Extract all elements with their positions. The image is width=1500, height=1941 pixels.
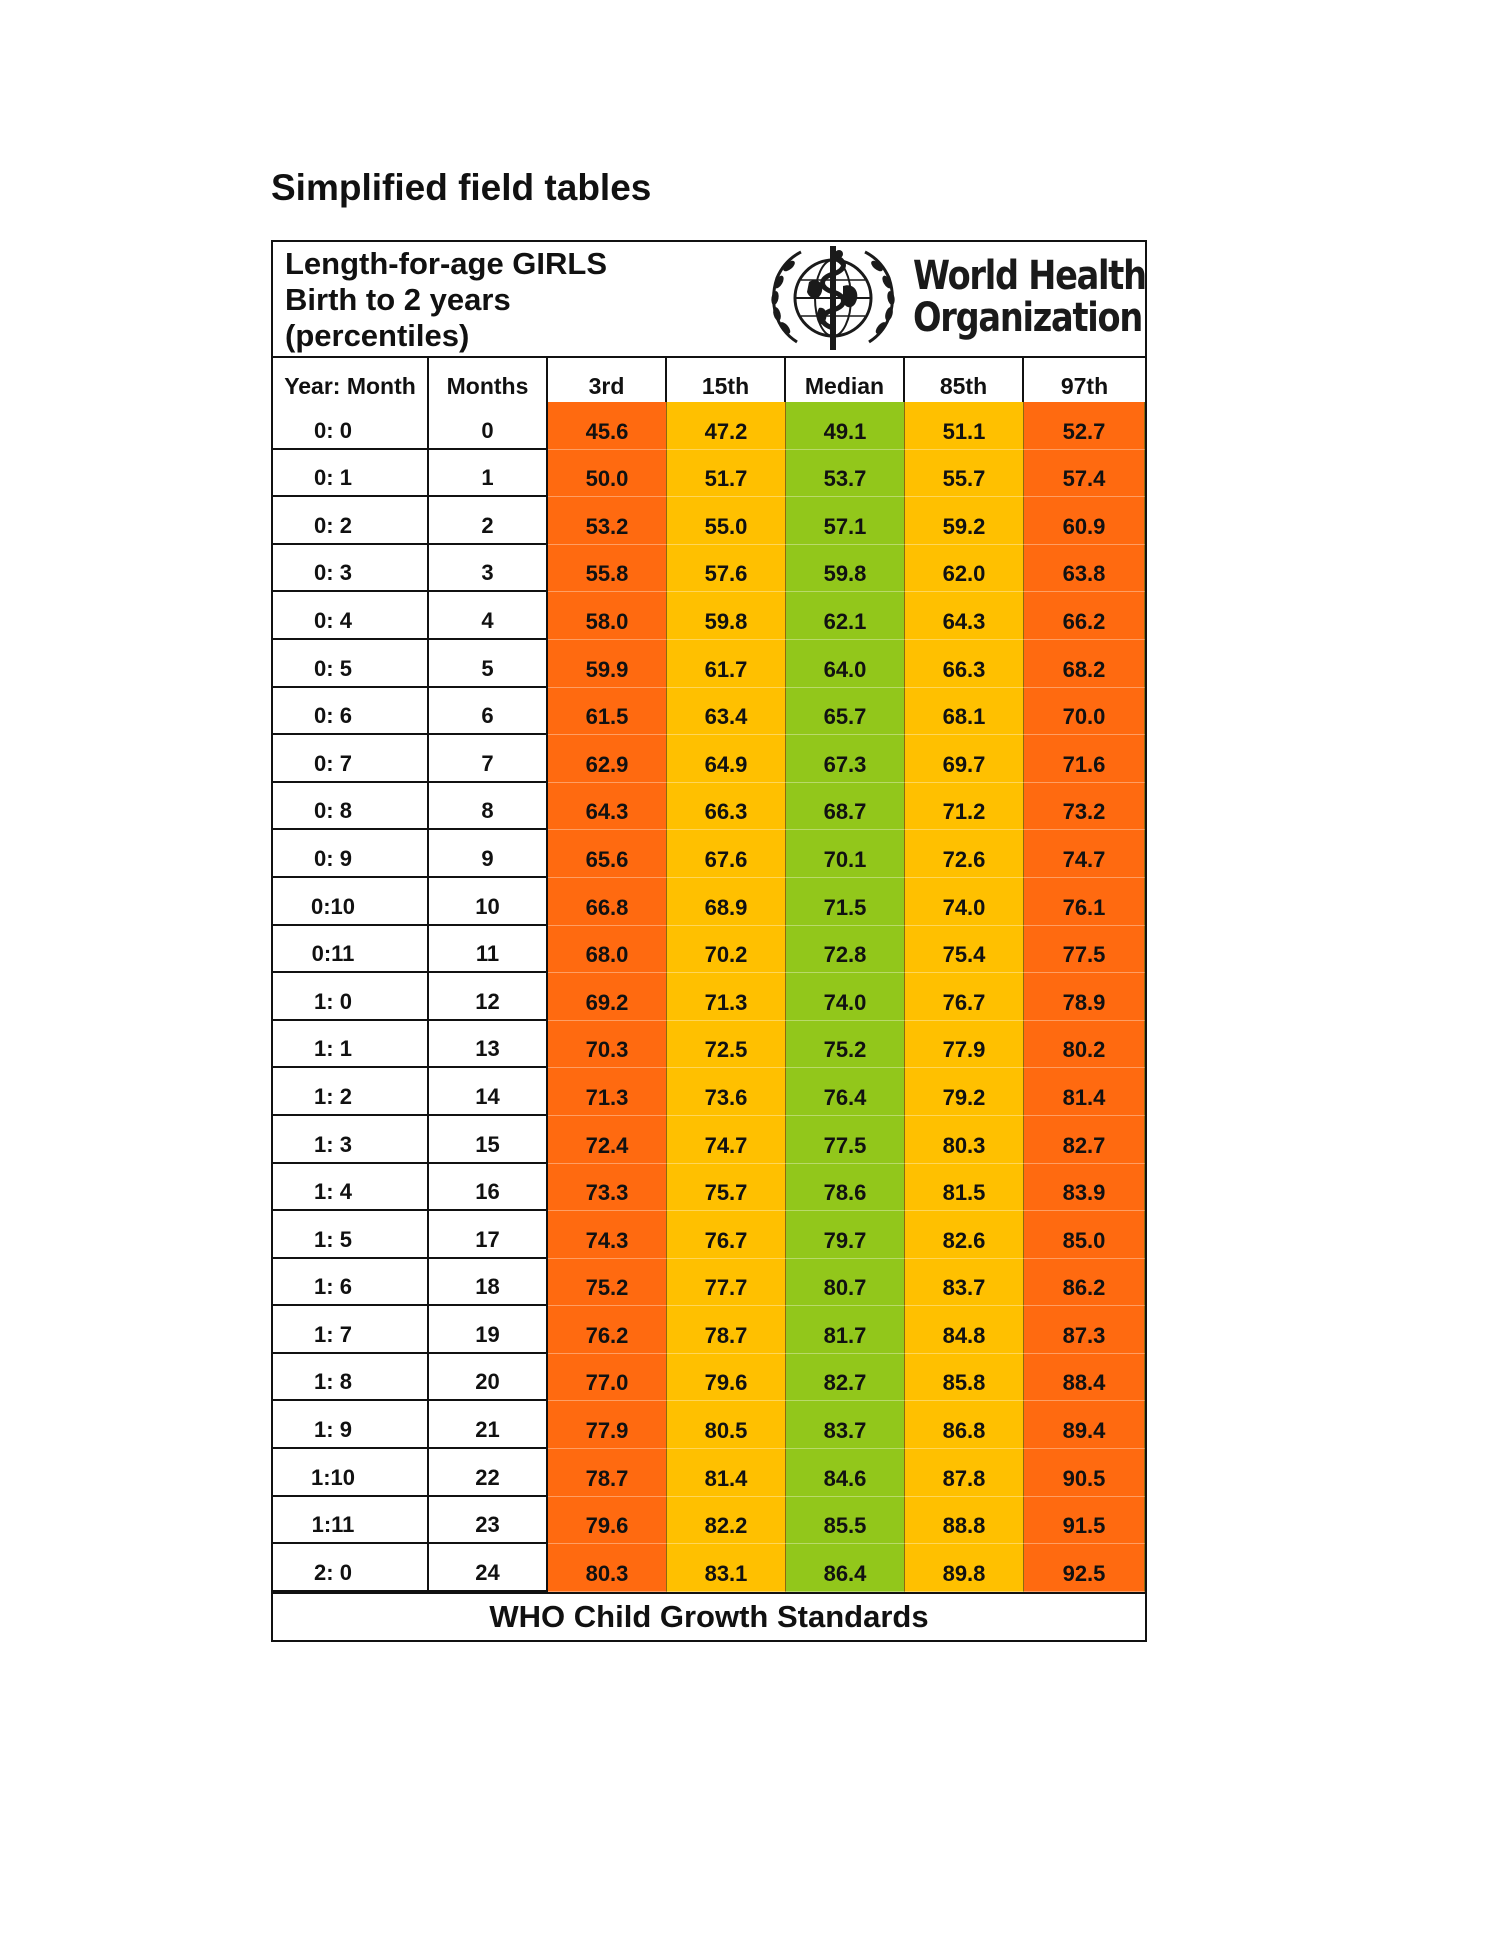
cell-p97: 66.2 — [1024, 592, 1145, 640]
cell-p15: 57.6 — [667, 545, 786, 593]
cell-p3: 64.3 — [548, 783, 667, 831]
table-row — [273, 1068, 1145, 1116]
cell-year-month: 0: 4 — [273, 592, 429, 640]
cell-p3: 53.2 — [548, 497, 667, 545]
cell-p15: 68.9 — [667, 878, 786, 926]
cell-p3: 59.9 — [548, 640, 667, 688]
column-header-median: Median — [786, 356, 905, 402]
cell-p97: 77.5 — [1024, 926, 1145, 974]
cell-year-month: 0: 1 — [273, 450, 429, 498]
table-row — [273, 688, 1145, 736]
cell-p97: 57.4 — [1024, 450, 1145, 498]
cell-p3: 71.3 — [548, 1068, 667, 1116]
table-row — [273, 1116, 1145, 1164]
cell-p97: 81.4 — [1024, 1068, 1145, 1116]
cell-year-month: 1:11 — [273, 1497, 429, 1545]
cell-p3: 45.6 — [548, 402, 667, 450]
data-rows — [273, 402, 1145, 1592]
table-title-line-1: Length-for-age GIRLS — [285, 246, 608, 281]
cell-p15: 67.6 — [667, 830, 786, 878]
cell-p3: 79.6 — [548, 1497, 667, 1545]
table-row — [273, 1449, 1145, 1497]
cell-median: 53.7 — [786, 450, 905, 498]
cell-median: 83.7 — [786, 1401, 905, 1449]
table-row — [273, 1021, 1145, 1069]
cell-p97: 60.9 — [1024, 497, 1145, 545]
cell-median: 68.7 — [786, 783, 905, 831]
cell-months: 9 — [429, 830, 548, 878]
cell-p85: 77.9 — [905, 1021, 1024, 1069]
cell-p85: 86.8 — [905, 1401, 1024, 1449]
table-row — [273, 973, 1145, 1021]
cell-p15: 61.7 — [667, 640, 786, 688]
cell-median: 62.1 — [786, 592, 905, 640]
cell-p15: 77.7 — [667, 1259, 786, 1307]
cell-p15: 83.1 — [667, 1544, 786, 1592]
cell-p85: 84.8 — [905, 1306, 1024, 1354]
cell-p85: 72.6 — [905, 830, 1024, 878]
cell-p85: 88.8 — [905, 1497, 1024, 1545]
cell-p3: 77.9 — [548, 1401, 667, 1449]
cell-months: 24 — [429, 1544, 548, 1592]
cell-months: 8 — [429, 783, 548, 831]
cell-p3: 50.0 — [548, 450, 667, 498]
cell-p3: 66.8 — [548, 878, 667, 926]
cell-p97: 86.2 — [1024, 1259, 1145, 1307]
cell-p97: 74.7 — [1024, 830, 1145, 878]
cell-p97: 91.5 — [1024, 1497, 1145, 1545]
cell-p15: 80.5 — [667, 1401, 786, 1449]
column-header-3rd: 3rd — [548, 356, 667, 402]
who-name-line-1: World Health — [913, 253, 1146, 299]
cell-year-month: 1: 0 — [273, 973, 429, 1021]
cell-year-month: 1: 8 — [273, 1354, 429, 1402]
cell-median: 82.7 — [786, 1354, 905, 1402]
cell-p15: 70.2 — [667, 926, 786, 974]
cell-p3: 69.2 — [548, 973, 667, 1021]
percentile-grid — [273, 356, 1145, 1592]
cell-p3: 68.0 — [548, 926, 667, 974]
table-row — [273, 592, 1145, 640]
table-row — [273, 450, 1145, 498]
table-row — [273, 1306, 1145, 1354]
cell-months: 7 — [429, 735, 548, 783]
column-header-row — [273, 356, 1145, 402]
cell-p97: 68.2 — [1024, 640, 1145, 688]
cell-median: 72.8 — [786, 926, 905, 974]
cell-year-month: 0: 9 — [273, 830, 429, 878]
cell-months: 2 — [429, 497, 548, 545]
cell-p3: 65.6 — [548, 830, 667, 878]
cell-p97: 70.0 — [1024, 688, 1145, 736]
cell-p15: 66.3 — [667, 783, 786, 831]
cell-p85: 81.5 — [905, 1164, 1024, 1212]
cell-median: 76.4 — [786, 1068, 905, 1116]
column-header-15th: 15th — [667, 356, 786, 402]
cell-p15: 78.7 — [667, 1306, 786, 1354]
column-header-months: Months — [429, 356, 548, 402]
cell-year-month: 1: 1 — [273, 1021, 429, 1069]
cell-p15: 63.4 — [667, 688, 786, 736]
cell-p97: 85.0 — [1024, 1211, 1145, 1259]
cell-p3: 76.2 — [548, 1306, 667, 1354]
cell-median: 80.7 — [786, 1259, 905, 1307]
table-row — [273, 926, 1145, 974]
cell-p85: 80.3 — [905, 1116, 1024, 1164]
cell-year-month: 0:11 — [273, 926, 429, 974]
cell-median: 57.1 — [786, 497, 905, 545]
table-row — [273, 1497, 1145, 1545]
cell-p3: 77.0 — [548, 1354, 667, 1402]
cell-p3: 75.2 — [548, 1259, 667, 1307]
cell-months: 23 — [429, 1497, 548, 1545]
cell-year-month: 1: 9 — [273, 1401, 429, 1449]
cell-p15: 64.9 — [667, 735, 786, 783]
cell-p85: 51.1 — [905, 402, 1024, 450]
cell-p97: 88.4 — [1024, 1354, 1145, 1402]
cell-median: 49.1 — [786, 402, 905, 450]
cell-p85: 79.2 — [905, 1068, 1024, 1116]
cell-p97: 89.4 — [1024, 1401, 1145, 1449]
table-footer: WHO Child Growth Standards — [273, 1592, 1145, 1640]
column-header-97th: 97th — [1060, 373, 1109, 399]
cell-p97: 78.9 — [1024, 973, 1145, 1021]
who-name-line-2: Organization — [913, 295, 1142, 341]
cell-year-month: 0: 5 — [273, 640, 429, 688]
cell-p97: 83.9 — [1024, 1164, 1145, 1212]
cell-p85: 74.0 — [905, 878, 1024, 926]
cell-p15: 51.7 — [667, 450, 786, 498]
cell-p97: 63.8 — [1024, 545, 1145, 593]
cell-median: 59.8 — [786, 545, 905, 593]
table-row — [273, 402, 1145, 450]
cell-median: 81.7 — [786, 1306, 905, 1354]
cell-median: 79.7 — [786, 1211, 905, 1259]
cell-year-month: 1: 3 — [273, 1116, 429, 1164]
page-title: Simplified field tables — [271, 167, 652, 208]
cell-p85: 69.7 — [905, 735, 1024, 783]
cell-months: 3 — [429, 545, 548, 593]
cell-p85: 55.7 — [905, 450, 1024, 498]
cell-p3: 58.0 — [548, 592, 667, 640]
table-row — [273, 783, 1145, 831]
column-header-85th: 85th — [905, 356, 1024, 402]
cell-year-month: 1: 4 — [273, 1164, 429, 1212]
cell-p97: 92.5 — [1024, 1544, 1145, 1592]
cell-months: 10 — [429, 878, 548, 926]
cell-p85: 66.3 — [905, 640, 1024, 688]
cell-p15: 74.7 — [667, 1116, 786, 1164]
cell-median: 65.7 — [786, 688, 905, 736]
table-row — [273, 545, 1145, 593]
cell-months: 0 — [429, 402, 548, 450]
table-row — [273, 1354, 1145, 1402]
table-title-line-3: (percentiles) — [285, 318, 470, 353]
cell-p85: 68.1 — [905, 688, 1024, 736]
cell-months: 22 — [429, 1449, 548, 1497]
cell-months: 14 — [429, 1068, 548, 1116]
cell-p85: 85.8 — [905, 1354, 1024, 1402]
cell-median: 85.5 — [786, 1497, 905, 1545]
cell-p15: 81.4 — [667, 1449, 786, 1497]
cell-p85: 64.3 — [905, 592, 1024, 640]
table-row — [273, 497, 1145, 545]
cell-p97: 87.3 — [1024, 1306, 1145, 1354]
cell-year-month: 0: 7 — [273, 735, 429, 783]
cell-p85: 87.8 — [905, 1449, 1024, 1497]
cell-median: 67.3 — [786, 735, 905, 783]
cell-p3: 62.9 — [548, 735, 667, 783]
cell-p97: 82.7 — [1024, 1116, 1145, 1164]
cell-p15: 75.7 — [667, 1164, 786, 1212]
cell-median: 64.0 — [786, 640, 905, 688]
cell-p15: 47.2 — [667, 402, 786, 450]
cell-months: 18 — [429, 1259, 548, 1307]
column-header-year-month: Year: Month — [273, 356, 429, 402]
cell-p15: 79.6 — [667, 1354, 786, 1402]
table-row — [273, 735, 1145, 783]
cell-median: 75.2 — [786, 1021, 905, 1069]
who-logo — [763, 242, 1146, 356]
cell-year-month: 1: 6 — [273, 1259, 429, 1307]
table-row — [273, 1164, 1145, 1212]
table-row — [273, 1259, 1145, 1307]
cell-year-month: 1: 7 — [273, 1306, 429, 1354]
table-header — [273, 242, 1145, 358]
length-for-age-table — [271, 240, 1147, 1642]
cell-p97: 52.7 — [1024, 402, 1145, 450]
cell-median: 74.0 — [786, 973, 905, 1021]
table-row — [273, 878, 1145, 926]
cell-p97: 80.2 — [1024, 1021, 1145, 1069]
cell-p15: 76.7 — [667, 1211, 786, 1259]
cell-months: 6 — [429, 688, 548, 736]
cell-months: 20 — [429, 1354, 548, 1402]
cell-p97: 73.2 — [1024, 783, 1145, 831]
cell-year-month: 1: 2 — [273, 1068, 429, 1116]
cell-p3: 78.7 — [548, 1449, 667, 1497]
table-row — [273, 640, 1145, 688]
cell-p3: 61.5 — [548, 688, 667, 736]
table-row — [273, 1544, 1145, 1592]
cell-year-month: 0:10 — [273, 878, 429, 926]
cell-p3: 70.3 — [548, 1021, 667, 1069]
cell-p85: 83.7 — [905, 1259, 1024, 1307]
cell-months: 5 — [429, 640, 548, 688]
cell-p15: 59.8 — [667, 592, 786, 640]
cell-months: 4 — [429, 592, 548, 640]
cell-year-month: 0: 8 — [273, 783, 429, 831]
cell-p97: 90.5 — [1024, 1449, 1145, 1497]
cell-median: 86.4 — [786, 1544, 905, 1592]
cell-year-month: 1:10 — [273, 1449, 429, 1497]
cell-months: 11 — [429, 926, 548, 974]
cell-p15: 82.2 — [667, 1497, 786, 1545]
cell-months: 1 — [429, 450, 548, 498]
cell-months: 15 — [429, 1116, 548, 1164]
cell-months: 17 — [429, 1211, 548, 1259]
who-emblem-icon — [763, 242, 903, 356]
cell-p97: 76.1 — [1024, 878, 1145, 926]
cell-median: 78.6 — [786, 1164, 905, 1212]
cell-months: 12 — [429, 973, 548, 1021]
cell-year-month: 2: 0 — [273, 1544, 429, 1592]
cell-median: 77.5 — [786, 1116, 905, 1164]
cell-months: 21 — [429, 1401, 548, 1449]
cell-p85: 71.2 — [905, 783, 1024, 831]
cell-year-month: 0: 3 — [273, 545, 429, 593]
cell-median: 70.1 — [786, 830, 905, 878]
cell-year-month: 1: 5 — [273, 1211, 429, 1259]
table-title-line-2: Birth to 2 years — [285, 282, 511, 317]
table-row — [273, 1211, 1145, 1259]
cell-year-month: 0: 6 — [273, 688, 429, 736]
cell-months: 19 — [429, 1306, 548, 1354]
cell-year-month: 0: 2 — [273, 497, 429, 545]
cell-p85: 62.0 — [905, 545, 1024, 593]
table-row — [273, 830, 1145, 878]
cell-median: 84.6 — [786, 1449, 905, 1497]
cell-p85: 82.6 — [905, 1211, 1024, 1259]
cell-p3: 72.4 — [548, 1116, 667, 1164]
cell-p15: 71.3 — [667, 973, 786, 1021]
cell-p3: 55.8 — [548, 545, 667, 593]
cell-p85: 59.2 — [905, 497, 1024, 545]
cell-p15: 73.6 — [667, 1068, 786, 1116]
cell-months: 16 — [429, 1164, 548, 1212]
cell-p97: 71.6 — [1024, 735, 1145, 783]
cell-p85: 89.8 — [905, 1544, 1024, 1592]
cell-p3: 73.3 — [548, 1164, 667, 1212]
cell-p3: 74.3 — [548, 1211, 667, 1259]
cell-year-month: 0: 0 — [273, 402, 429, 450]
cell-median: 71.5 — [786, 878, 905, 926]
cell-p85: 75.4 — [905, 926, 1024, 974]
cell-p15: 55.0 — [667, 497, 786, 545]
cell-p3: 80.3 — [548, 1544, 667, 1592]
cell-p15: 72.5 — [667, 1021, 786, 1069]
cell-p85: 76.7 — [905, 973, 1024, 1021]
table-row — [273, 1401, 1145, 1449]
cell-months: 13 — [429, 1021, 548, 1069]
